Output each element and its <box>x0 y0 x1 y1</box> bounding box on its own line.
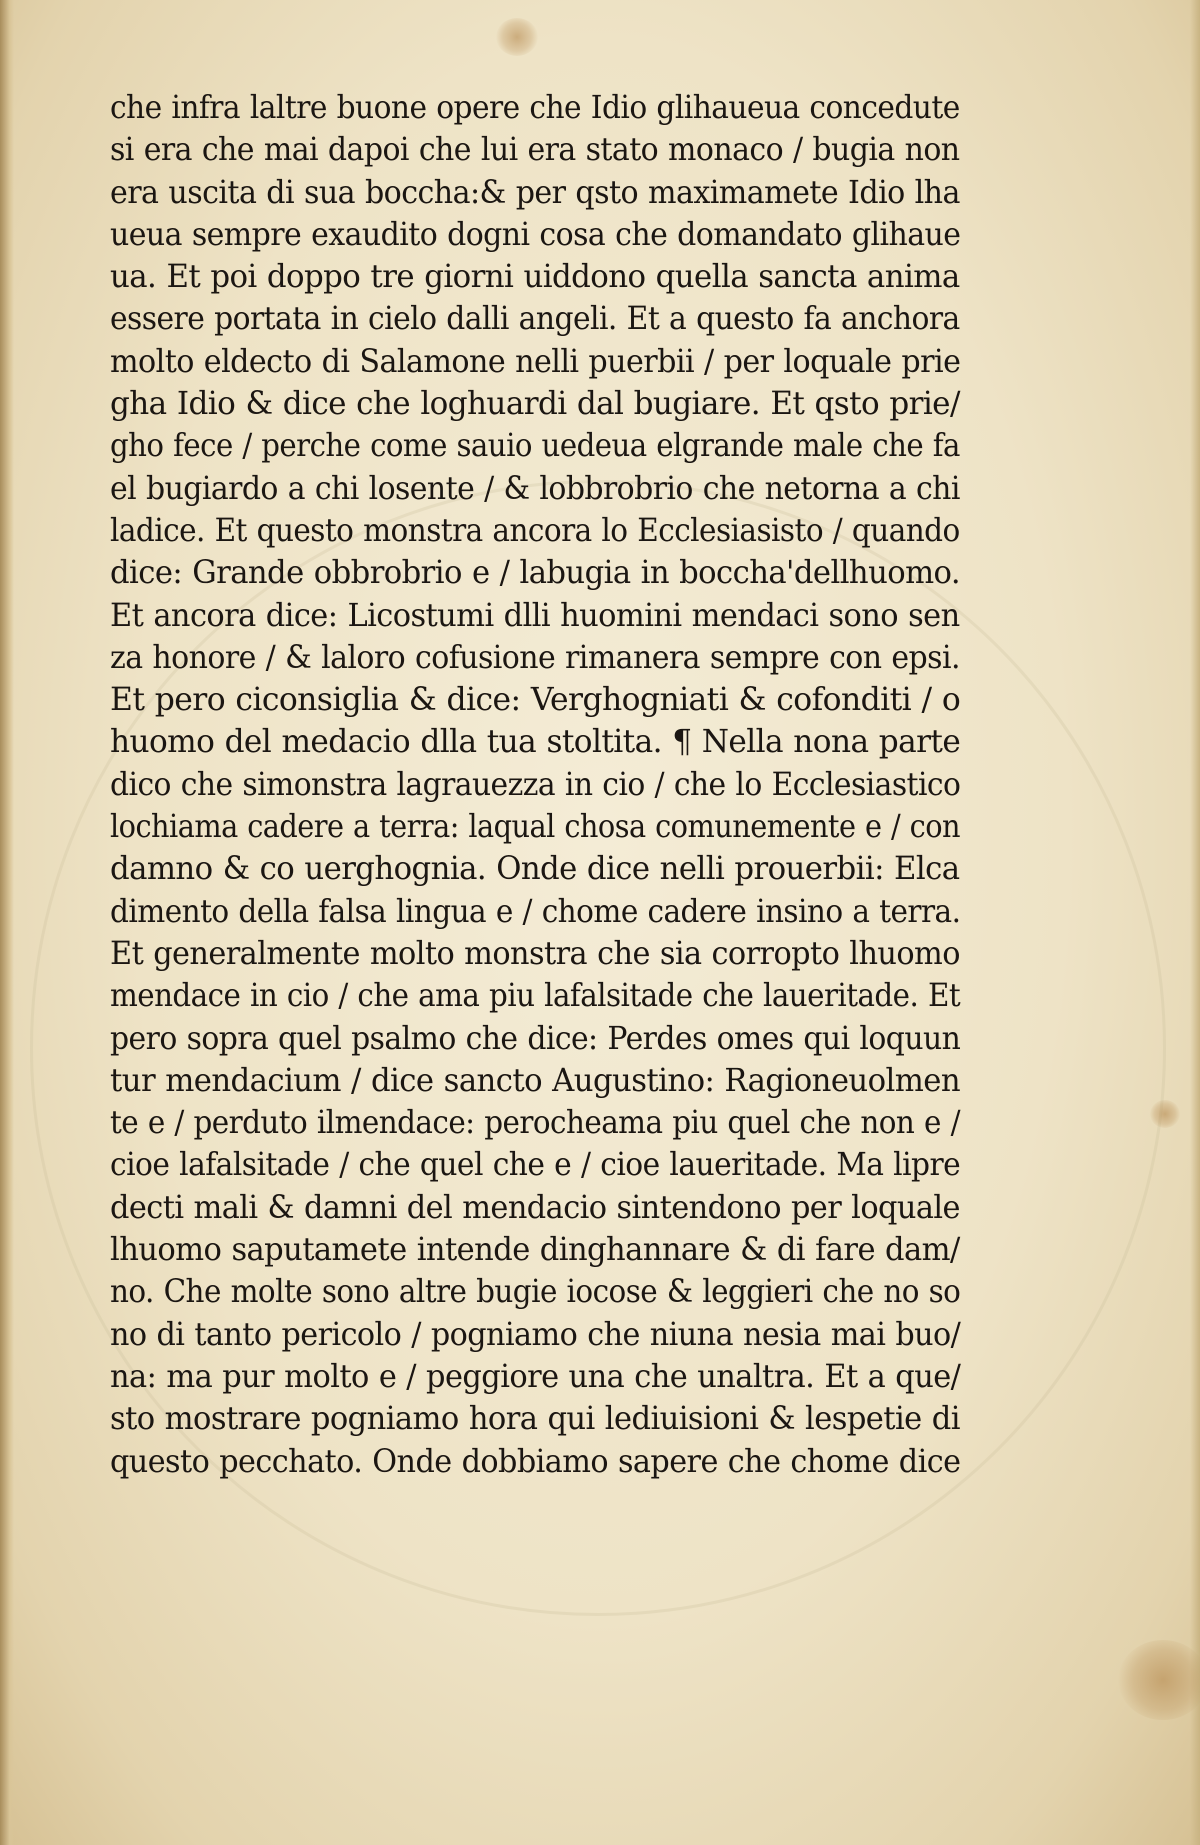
text-line: lochiama cadere a terra: laqual chosa comunemente e / con <box>110 807 961 846</box>
text-line: questo pecchato. Onde dobbiamo sapere che chome dice <box>110 1441 961 1480</box>
text-line: che infra laltre buone opere che Idio glihaueua concedute <box>110 88 960 126</box>
foxing-stain-bottom-right <box>1118 1640 1200 1720</box>
text-line: sto mostrare pogniamo hora qui lediuisioni & lespetie di <box>110 1399 960 1438</box>
text-line: decti mali & damni del mendacio sintendono per loquale <box>110 1187 960 1226</box>
text-line: ua. Et poi doppo tre giorni uiddono quella sancta anima <box>110 257 960 296</box>
text-line: huomo del medacio dlla tua stoltita. ¶ Nella nona parte <box>110 722 961 761</box>
text-line: no. Che molte sono altre bugie iocose & leggieri che no so <box>110 1272 961 1311</box>
text-line: dimento della falsa lingua e / chome cadere insino a terra. <box>110 891 961 930</box>
foxing-stain-top <box>496 18 538 56</box>
text-line: gha Idio & dice che loghuardi dal bugiare. Et qsto prie/ <box>110 384 960 423</box>
foxing-stain-mid-right <box>1150 1100 1180 1128</box>
text-line: mendace in cio / che ama piu lafalsitade che laueritade. Et <box>110 976 961 1015</box>
text-line: Et pero ciconsiglia & dice: Verghogniati & cofonditi / o <box>110 680 961 719</box>
text-line: Et ancora dice: Licostumi dlli huomini mendaci sono sen <box>110 595 960 634</box>
page-right-edge <box>1190 0 1200 1845</box>
text-line: damno & co uerghognia. Onde dice nelli prouerbii: Elca <box>110 849 960 888</box>
text-line: no di tanto pericolo / pogniamo che niuna nesia mai buo/ <box>110 1314 961 1353</box>
text-line: essere portata in cielo dalli angeli. Et a questo fa anchora <box>110 299 960 338</box>
text-line: el bugiardo a chi losente / & lobbrobrio che netorna a chi <box>110 468 960 507</box>
text-line: dice: Grande obbrobrio e / labugia in boccha'dellhuomo. <box>110 553 961 592</box>
text-line: ueua sempre exaudito dogni cosa che domandato glihaue <box>110 214 961 253</box>
text-line: cioe lafalsitade / che quel che e / cioe laueritade. Ma lipre <box>110 1145 961 1184</box>
text-line: pero sopra quel psalmo che dice: Perdes omes qui loquun <box>110 1018 961 1057</box>
page-left-edge <box>0 0 14 1845</box>
text-line: za honore / & laloro cofusione rimanera sempre con epsi. <box>110 637 960 676</box>
text-line: ladice. Et questo monstra ancora lo Ecclesiasisto / quando <box>110 510 960 549</box>
text-line: Et generalmente molto monstra che sia corropto lhuomo <box>110 933 960 972</box>
text-line: te e / perduto ilmendace: perocheama piu quel che non e / <box>110 1103 960 1142</box>
text-line: molto eldecto di Salamone nelli puerbii / per loquale prie <box>110 341 961 380</box>
text-line: dico che simonstra lagrauezza in cio / che lo Ecclesiastico <box>110 764 961 803</box>
text-line: tur mendacium / dice sancto Augustino: Ragioneuolmen <box>110 1060 961 1099</box>
page-text <box>110 86 960 1482</box>
text-line: era uscita di sua boccha:& per qsto maximamete Idio lha <box>110 172 960 211</box>
text-line: gho fece / perche come sauio uedeua elgrande male che fa <box>110 426 960 465</box>
text-line: si era che mai dapoi che lui era stato monaco / bugia non <box>110 130 960 169</box>
text-line: lhuomo saputamete intende dinghannare & di fare dam/ <box>110 1230 960 1269</box>
text-line: na: ma pur molto e / peggiore una che unaltra. Et a que/ <box>110 1356 961 1395</box>
